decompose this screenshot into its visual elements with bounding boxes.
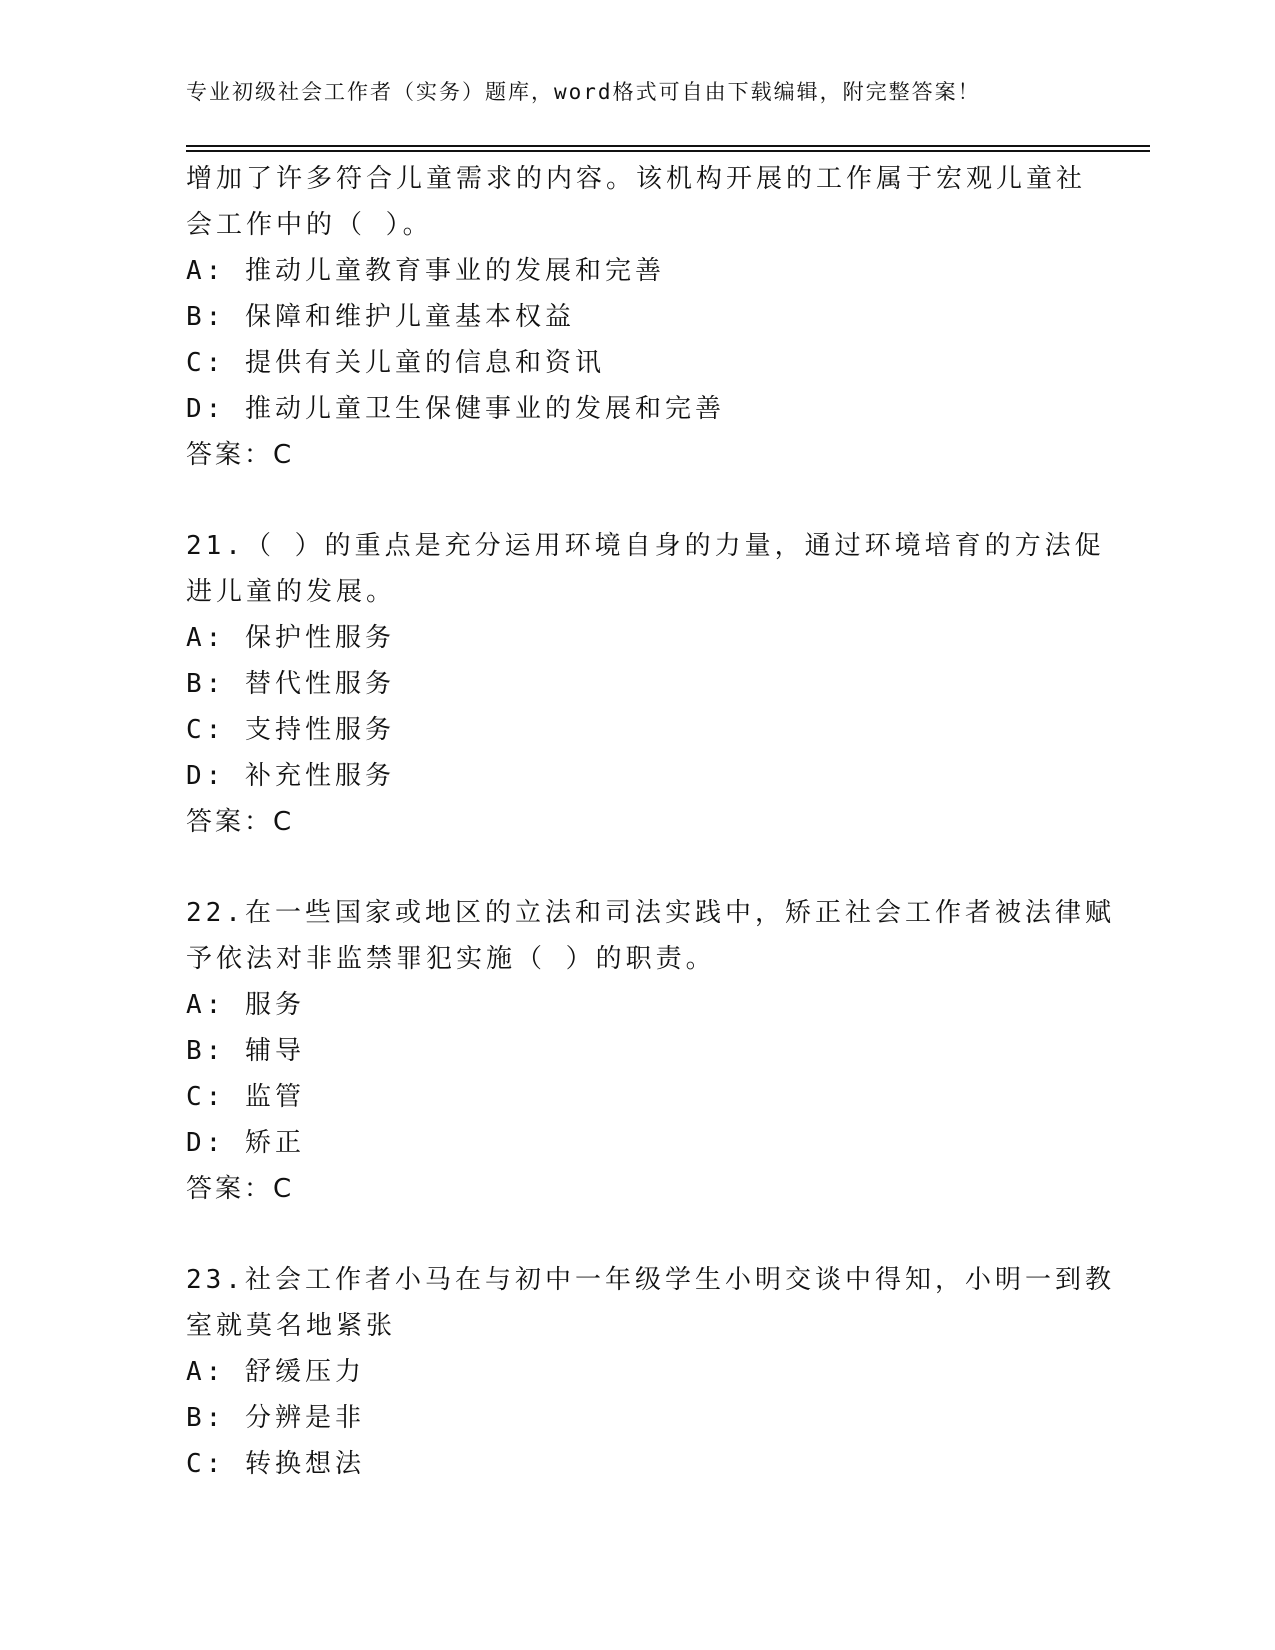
option-a: A: 舒缓压力 [186, 1357, 365, 1387]
option-c: C: 提供有关儿童的信息和资讯 [186, 348, 605, 378]
answer-line: 答案：C [186, 440, 295, 470]
option-b: B: 辅导 [186, 1036, 305, 1066]
option-d: D: 补充性服务 [186, 761, 395, 791]
option-b: B: 替代性服务 [186, 669, 395, 699]
option-a: A: 保护性服务 [186, 623, 395, 653]
header-rule-top [186, 145, 1150, 147]
question-gap [186, 1212, 1086, 1257]
option-a: A: 服务 [186, 990, 305, 1020]
option-c: C: 支持性服务 [186, 715, 395, 745]
question-block [186, 156, 1086, 478]
answer-line: 答案：C [186, 1174, 295, 1204]
question-block [186, 890, 1115, 1212]
option-c: C: 监管 [186, 1082, 305, 1112]
question-gap [186, 845, 1086, 890]
question-stem-line: 增加了许多符合儿童需求的内容。该机构开展的工作属于宏观儿童社 [186, 164, 1087, 194]
page-header: 专业初级社会工作者（实务）题库，word格式可自由下载编辑，附完整答案！ [186, 80, 981, 104]
header-rule-bottom [186, 150, 1150, 152]
option-b: B: 分辨是非 [186, 1403, 365, 1433]
question-stem-line: 21.（ ）的重点是充分运用环境自身的力量，通过环境培育的方法促 [186, 531, 1105, 561]
option-d: D: 推动儿童卫生保健事业的发展和完善 [186, 394, 725, 424]
option-c: C: 转换想法 [186, 1449, 365, 1479]
option-d: D: 矫正 [186, 1128, 305, 1158]
question-block [186, 523, 1105, 845]
question-gap [186, 478, 1086, 523]
question-stem-line: 23.社会工作者小马在与初中一年级学生小明交谈中得知，小明一到教 [186, 1265, 1115, 1295]
option-a: A: 推动儿童教育事业的发展和完善 [186, 256, 665, 286]
option-b: B: 保障和维护儿童基本权益 [186, 302, 575, 332]
question-stem-line: 22.在一些国家或地区的立法和司法实践中，矫正社会工作者被法律赋 [186, 898, 1115, 928]
question-stem-line: 予依法对非监禁罪犯实施（ ）的职责。 [186, 944, 716, 974]
question-block [186, 1257, 1115, 1487]
answer-line: 答案：C [186, 807, 295, 837]
question-stem-line: 室就莫名地紧张 [186, 1311, 397, 1341]
question-stem-line: 会工作中的（ ）。 [186, 210, 433, 240]
question-list [186, 156, 1115, 1487]
question-stem-line: 进儿童的发展。 [186, 577, 397, 607]
